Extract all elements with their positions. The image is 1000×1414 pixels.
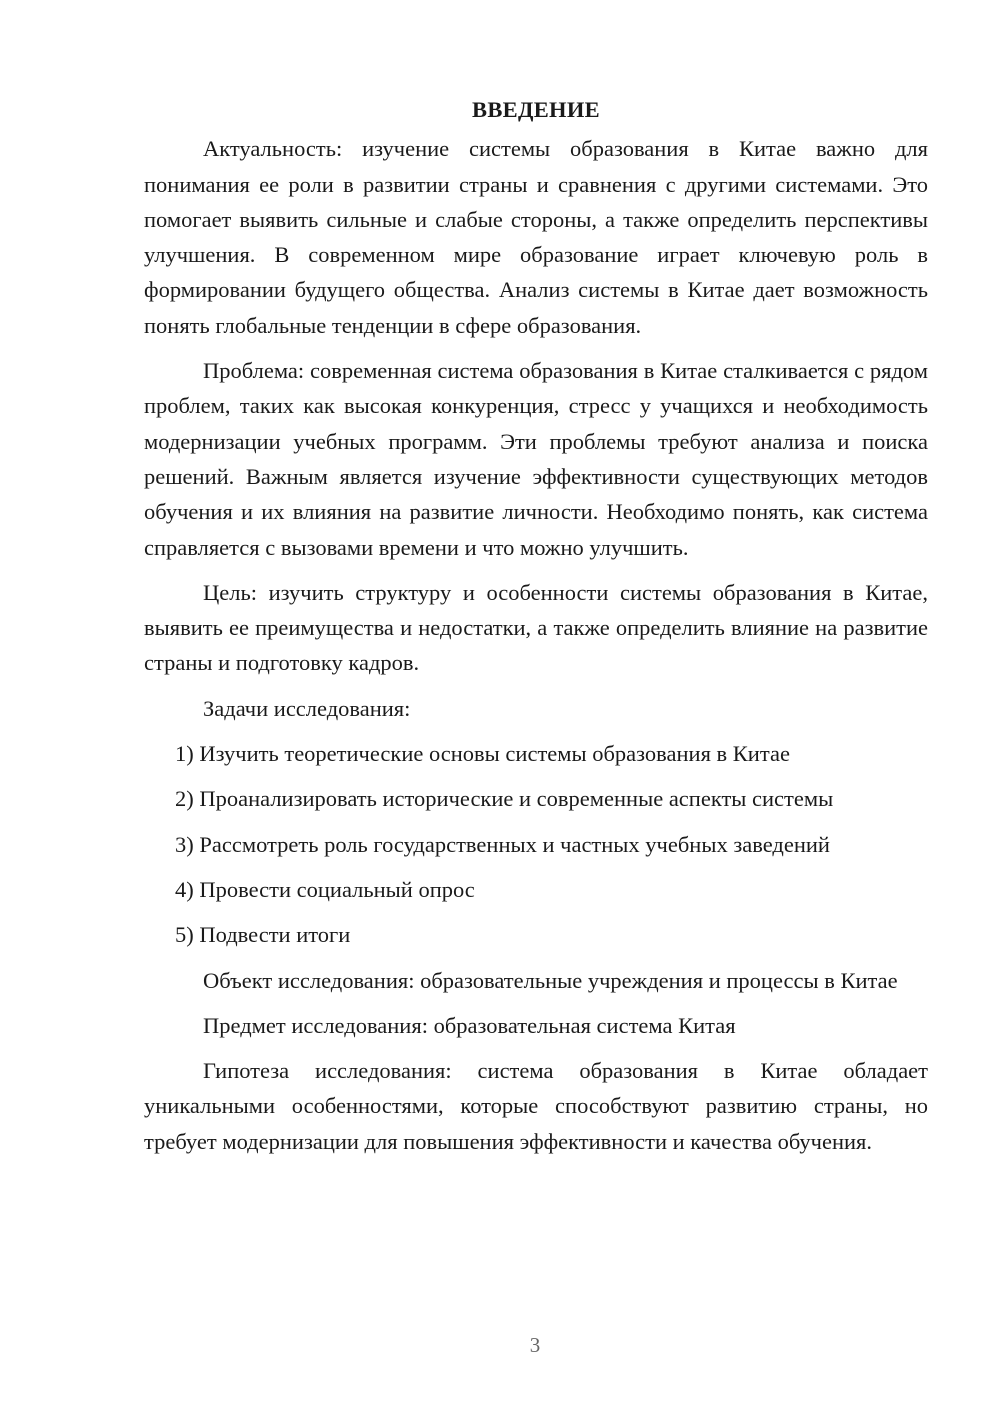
list-item: 2) Проанализировать исторические и современные аспекты системы [175,786,834,812]
relevance-paragraph: Актуальность: изучение системы образования в Китае важно для понимания ее роли в развитии страны и сравнения с другими системами. Это помогает выявить сильные и слабые стороны, а также определить перспективы улучшения. В современном мире образование играет ключевую роль в формировании будущего общества. Анализ системы в Китае дает возможность понять глобальные тенденции в сфере образования. [144,136,928,338]
problem-paragraph: Проблема: современная система образования в Китае сталкивается с рядом проблем, таких как высокая конкуренция, стресс у учащихся и необходимость модернизации учебных программ. Эти проблемы требуют анализа и поиска решений. Важным является изучение эффективности существующих методов обучения и их влияния на развитие личности. Необходимо понять, как система справляется с вызовами времени и что можно улучшить. [144,358,928,560]
subject-paragraph: Предмет исследования: образовательная система Китая [203,1012,736,1038]
tasks-list [144,736,928,952]
tasks-heading: Задачи исследования: [203,695,411,721]
list-item: 5) Подвести итоги [175,922,351,948]
document-page [144,92,928,1169]
hypothesis-paragraph: Гипотеза исследования: система образования в Китае обладает уникальными особенностями, которые способствуют развитию страны, но требует модернизации для повышения эффективности и качества обучения. [144,1058,928,1154]
list-item: 3) Рассмотреть роль государственных и частных учебных заведений [175,831,830,857]
goal-paragraph: Цель: изучить структуру и особенности системы образования в Китае, выявить ее преимущества и недостатки, а также определить влияние на развитие страны и подготовку кадров. [144,579,928,676]
object-paragraph: Объект исследования: образовательные учреждения и процессы в Китае [203,967,898,993]
section-title: ВВЕДЕНИЕ [472,97,600,122]
list-item: 4) Провести социальный опрос [175,876,475,902]
page-number: 3 [529,1333,541,1357]
list-item: 1) Изучить теоретические основы системы образования в Китае [175,741,790,767]
